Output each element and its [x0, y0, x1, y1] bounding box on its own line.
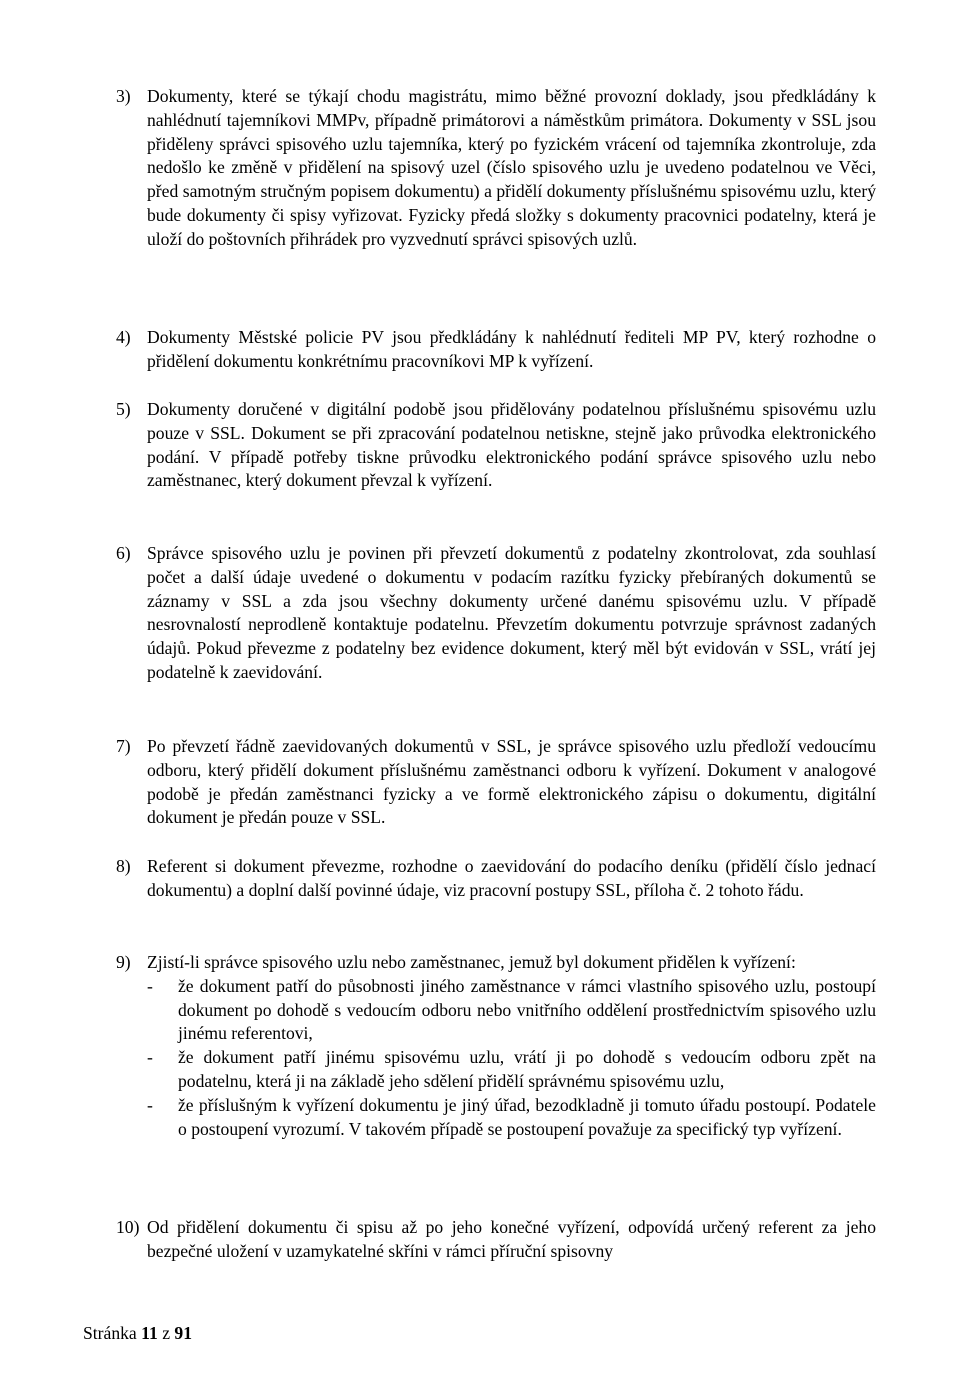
dash-bullet: - [147, 1094, 153, 1115]
item-text: Po převzetí řádně zaevidovaných dokumentů v SSL, je správce spisového uzlu předloží vedoucímu odboru, který přidělí dokument příslušnému zaměstnanci odboru k vyřízení. Dokument v analogové podobě je předán zaměstnanci fyzicky a ve formě elektronického zápisu o dokumentu, digitální dokument je předán pouze v SSL. [147, 736, 876, 828]
list-item-10 [116, 1216, 876, 1264]
sub-item-text: že dokument patří do působnosti jiného zaměstnance v rámci vlastního spisového uzlu, postoupí dokument po dohodě s vedoucím odboru nebo vnitřního oddělení prostřednictvím spisového uzlu jinému referentovi, [178, 975, 876, 1044]
list-item-5 [116, 398, 876, 493]
dash-bullet: - [147, 975, 153, 996]
item-number: 5) [116, 399, 131, 419]
item-number: 9) [116, 952, 131, 972]
footer-page-total: 91 [174, 1323, 192, 1343]
item-text: Správce spisového uzlu je povinen při převzetí dokumentů z podatelny zkontrolovat, zda souhlasí počet a další údaje uvedené o dokumentu v podacím razítku fyzicky přebíraných dokumentů se záznamy v SSL a zda jsou všechny dokumenty určené danému spisovému uzlu. V případě nesrovnalostí neprodleně kontaktuje podatelnu. Převzetím dokumentu potvrzuje správnost zadaných údajů. Pokud převezme z podatelny bez evidence dokument, který měl být evidován v SSL, vrátí jej podatelně k zaevidování. [147, 543, 876, 682]
item-number: 6) [116, 543, 131, 563]
sub-item [147, 1046, 876, 1094]
footer-separator: z [162, 1323, 170, 1343]
item-text: Dokumenty, které se týkají chodu magistrátu, mimo běžné provozní doklady, jsou předkládány k nahlédnutí tajemníkovi MMPv, případně primátorovi a náměstkům primátora. Dokumenty v SSL jsou přiděleny správci spisového uzlu tajemníka, který po fyzickém vrácení od tajemníka zkontroluje, zda nedošlo ke změně v přidělení na spisový uzel (číslo spisového uzlu je uvedeno podatelnou ve Věci, před samotným stručným popisem dokumentu) a přidělí dokumenty příslušnému spisovému uzlu, který bude dokumenty či spisy vyřizovat. Fyzicky předá složky s dokumenty pracovnici podatelny, která je uloží do poštovních přihrádek pro vyzvednutí správci spisových uzlů. [147, 86, 876, 249]
list-item-3 [116, 85, 876, 252]
page-footer [83, 1322, 192, 1346]
item-number: 8) [116, 856, 131, 876]
list-item-6 [116, 542, 876, 685]
item-text: Dokumenty Městské policie PV jsou předkládány k nahlédnutí řediteli MP PV, který rozhodne o přidělení dokumentu konkrétnímu pracovníkovi MP k vyřízení. [147, 327, 876, 371]
item-number: 4) [116, 327, 131, 347]
item-number: 10) [116, 1217, 140, 1237]
item-number: 3) [116, 86, 131, 106]
item-text: Od přidělení dokumentu či spisu až po jeho konečné vyřízení, odpovídá určený referent za jeho bezpečné uložení v uzamykatelné skříni v rámci příruční spisovny [147, 1217, 876, 1261]
footer-page-number: 11 [141, 1323, 158, 1343]
sub-item-text: že dokument patří jinému spisovému uzlu, vrátí ji po dohodě s vedoucím odboru zpět na podatelnu, která ji na základě jeho sdělení přidělí správnému spisovému uzlu, [178, 1047, 876, 1091]
footer-label: Stránka [83, 1323, 137, 1343]
item-number: 7) [116, 736, 131, 756]
list-item-7 [116, 735, 876, 830]
sub-item [147, 975, 876, 1046]
item-text: Dokumenty doručené v digitální podobě jsou přidělovány podatelnou příslušnému spisovému uzlu pouze v SSL. Dokument se při zpracování podatelnou netiskne, stejně jako průvodka elektronického podání. V případě potřeby tiskne průvodku elektronického podání správce spisového uzlu nebo zaměstnanec, který dokument převzal k vyřízení. [147, 399, 876, 491]
dash-bullet: - [147, 1047, 153, 1068]
sub-item-text: že příslušným k vyřízení dokumentu je jiný úřad, bezodkladně ji tomuto úřadu postoupí. Podatele o postoupení vyrozumí. V takovém případě se postoupení považuje za specifický typ vyřízení. [178, 1094, 876, 1139]
item-text: Referent si dokument převezme, rozhodne o zaevidování do podacího deníku (přidělí číslo jednací dokumentu) a doplní další povinné údaje, viz pracovní postupy SSL, příloha č. 2 tohoto řádu. [147, 856, 876, 900]
list-item-8 [116, 855, 876, 903]
item-intro: Zjistí-li správce spisového uzlu nebo zaměstnanec, jemuž byl dokument přidělen k vyřízení: [147, 952, 796, 972]
list-item-9 [116, 951, 876, 1141]
item-text [147, 951, 876, 1141]
sub-item [147, 1094, 876, 1142]
list-item-4 [116, 326, 876, 374]
